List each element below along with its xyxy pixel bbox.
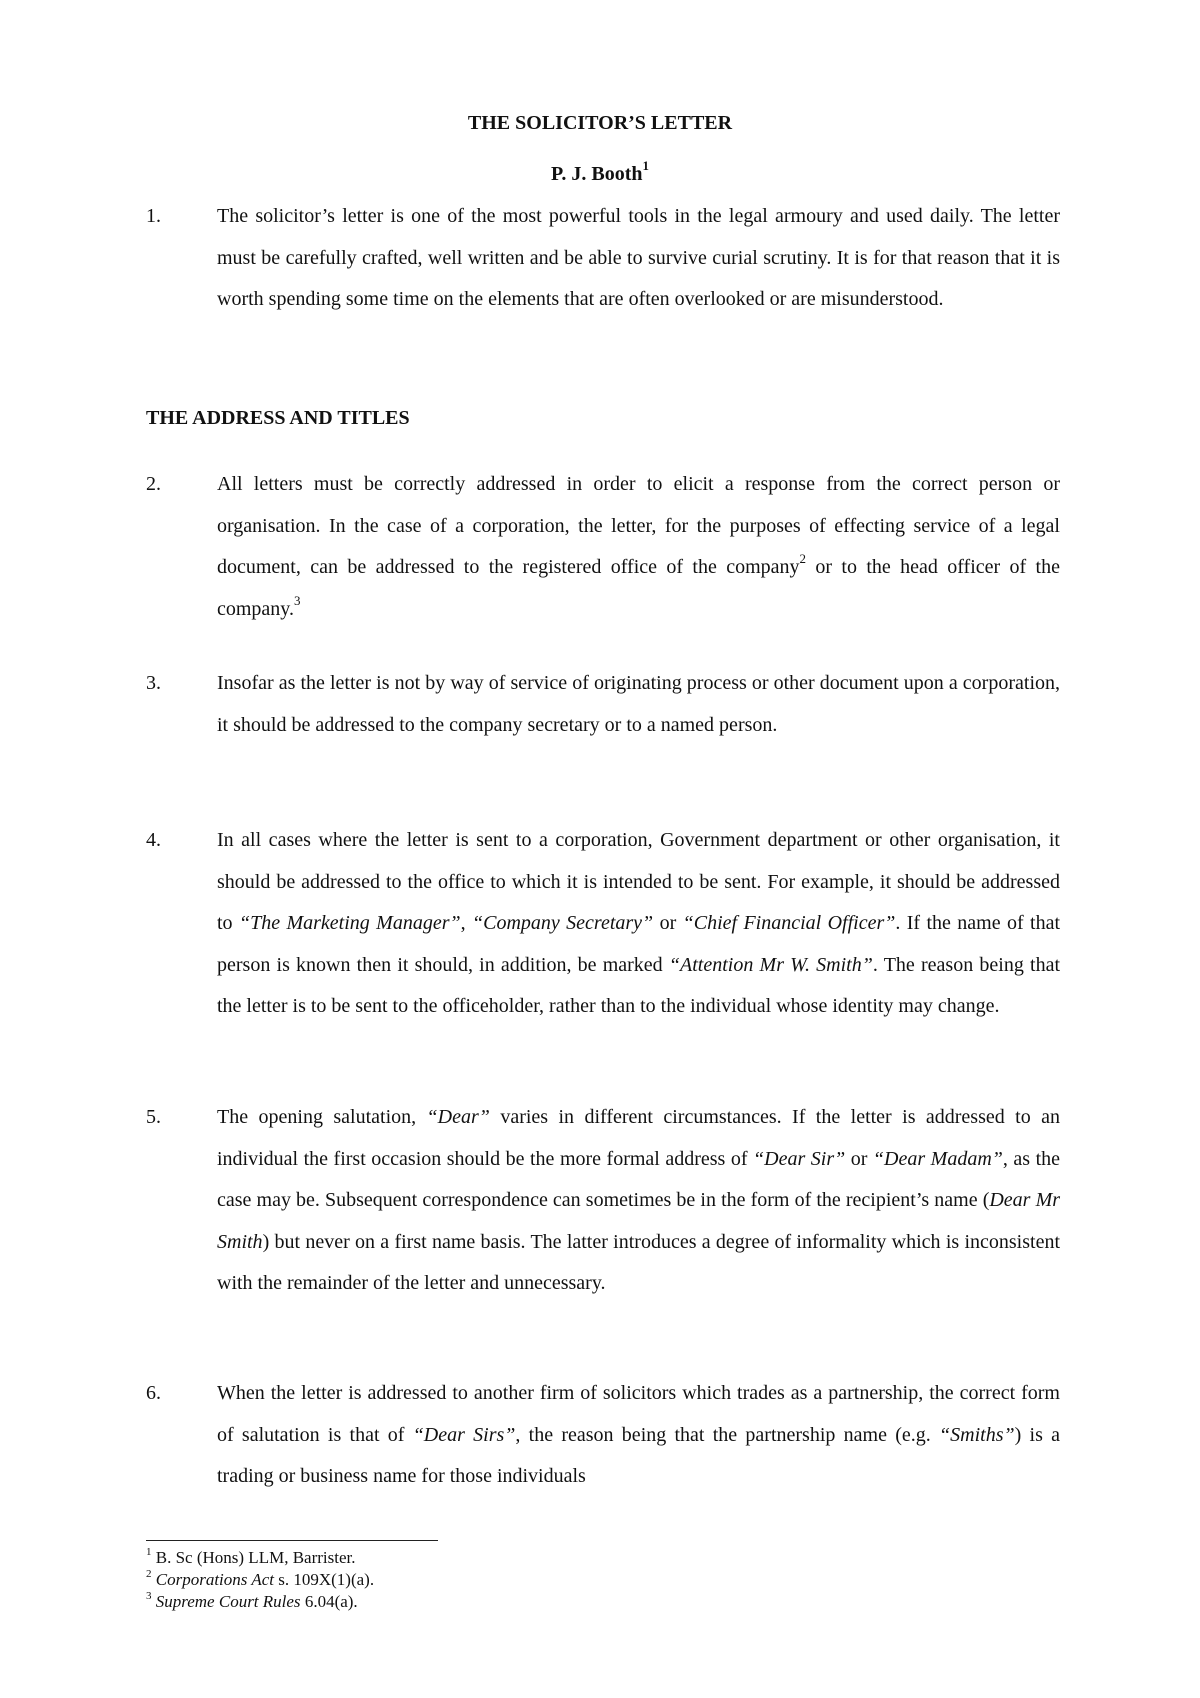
text-run: Insofar as the letter is not by way of service of originating process or other document upon a corporation, it should be addressed to the company secretary or to a named person. xyxy=(217,672,1060,736)
paragraph-text xyxy=(217,820,1060,1028)
paragraph-text xyxy=(217,464,1060,630)
italic-text: “Chief Financial Officer” xyxy=(682,912,896,934)
text-run: 6.04(a). xyxy=(300,1592,358,1611)
paragraph-text xyxy=(217,1373,1060,1498)
italic-text: “Attention Mr W. Smith” xyxy=(668,953,873,976)
footnotes xyxy=(146,1547,1046,1613)
paragraph-text xyxy=(217,663,1060,746)
italic-text: “The Marketing Manager” xyxy=(238,912,461,934)
italic-text: “Dear Madam” xyxy=(872,1147,1003,1170)
text-run: . The reason being that the letter is to be sent to the officeholder, rather than to the individual whose identity may change. xyxy=(217,953,1061,1017)
paragraph-number: 1. xyxy=(146,205,161,227)
italic-text: “Company Secretary” xyxy=(472,912,654,934)
footnote-2 xyxy=(146,1569,1046,1591)
footnote-ref: 3 xyxy=(294,592,301,608)
text-run: ) but never on a first name basis. The latter introduces a degree of informality which is inconsistent with the remainder of the letter and unnecessary. xyxy=(217,1230,1060,1294)
paragraph-5 xyxy=(146,1097,1060,1305)
text-run: ) is a trading or business name for those individuals xyxy=(217,1423,1060,1487)
footnote-number: 2 xyxy=(146,1568,152,1581)
text-run: varies in different circumstances. If the letter is addressed to an individual the first occasion should be the more formal address of xyxy=(217,1106,1061,1170)
italic-text: Supreme Court Rules xyxy=(155,1592,301,1611)
text-run: When the letter is addressed to another firm of solicitors which trades as a partnership, the correct form of salutation is that of xyxy=(217,1382,1060,1446)
paragraph-number: 6. xyxy=(146,1382,161,1404)
paragraph-number: 2. xyxy=(146,473,161,495)
footnote-number: 1 xyxy=(146,1546,152,1559)
author-footnote-ref: 1 xyxy=(642,158,649,174)
text-run: In all cases where the letter is sent to a corporation, Government department or other organisation, it should be addressed to the office to which it is intended to be sent. For example, it should be addressed to xyxy=(217,829,1060,934)
text-run: , as the case may be. Subsequent correspondence can sometimes be in the form of the recipient’s name ( xyxy=(217,1147,1061,1211)
footnote-number: 3 xyxy=(146,1590,152,1603)
paragraph-1 xyxy=(146,196,1060,321)
italic-text: “Dear Sir” xyxy=(753,1147,846,1170)
text-run: s. 109X(1)(a). xyxy=(273,1570,375,1589)
section-heading: THE ADDRESS AND TITLES xyxy=(146,407,410,429)
paragraph-number: 5. xyxy=(146,1106,161,1128)
text-run: , the reason being that the partnership name (e.g. xyxy=(515,1423,940,1446)
footnote-ref: 2 xyxy=(799,551,807,567)
paragraph-2 xyxy=(146,464,1060,630)
italic-text: “Dear Sirs” xyxy=(412,1423,516,1446)
text-run: The solicitor’s letter is one of the most powerful tools in the legal armoury and used daily. The letter must be carefully crafted, well written and be able to survive curial scrutiny. It is for that reason that it is worth spending some time on the elements that are often overlooked or are misunderstood. xyxy=(217,205,1060,310)
footnote-1 xyxy=(146,1547,1046,1569)
footnote-text xyxy=(152,1570,375,1589)
text-run: , xyxy=(460,912,472,934)
paragraph-number: 3. xyxy=(146,672,161,694)
italic-text: “Dear” xyxy=(426,1106,490,1128)
text-run: or xyxy=(653,912,683,934)
paragraph-3 xyxy=(146,663,1060,746)
italic-text: Dear Mr Smith xyxy=(217,1189,1061,1253)
paragraph-text xyxy=(217,1097,1060,1305)
author-line xyxy=(0,158,1200,186)
text-run: All letters must be correctly addressed in order to elicit a response from the correct person or organisation. In the case of a corporation, the letter, for the purposes of effecting service of a legal document, can be addressed to the registered office of the company xyxy=(217,473,1060,578)
author-name: P. J. Booth xyxy=(550,163,643,185)
italic-text: Corporations Act xyxy=(155,1570,274,1589)
italic-text: “Smiths” xyxy=(939,1423,1015,1446)
text-run: or xyxy=(845,1147,873,1170)
footnote-text xyxy=(152,1548,356,1567)
footnote-text xyxy=(152,1592,358,1611)
text-run: . If the name of that person is known then it should, in addition, be marked xyxy=(217,912,1061,976)
text-run: or to the head officer of the company. xyxy=(217,556,1060,620)
footnote-3 xyxy=(146,1591,1046,1613)
paragraph-number: 4. xyxy=(146,829,161,851)
paragraph-4 xyxy=(146,820,1060,1028)
paragraph-text xyxy=(217,196,1060,321)
text-run: The opening salutation, xyxy=(217,1106,427,1128)
text-run: B. Sc (Hons) LLM, Barrister. xyxy=(151,1548,356,1567)
paragraph-6 xyxy=(146,1373,1060,1498)
footnote-separator xyxy=(146,1540,438,1541)
document-title: THE SOLICITOR’S LETTER xyxy=(467,112,733,134)
